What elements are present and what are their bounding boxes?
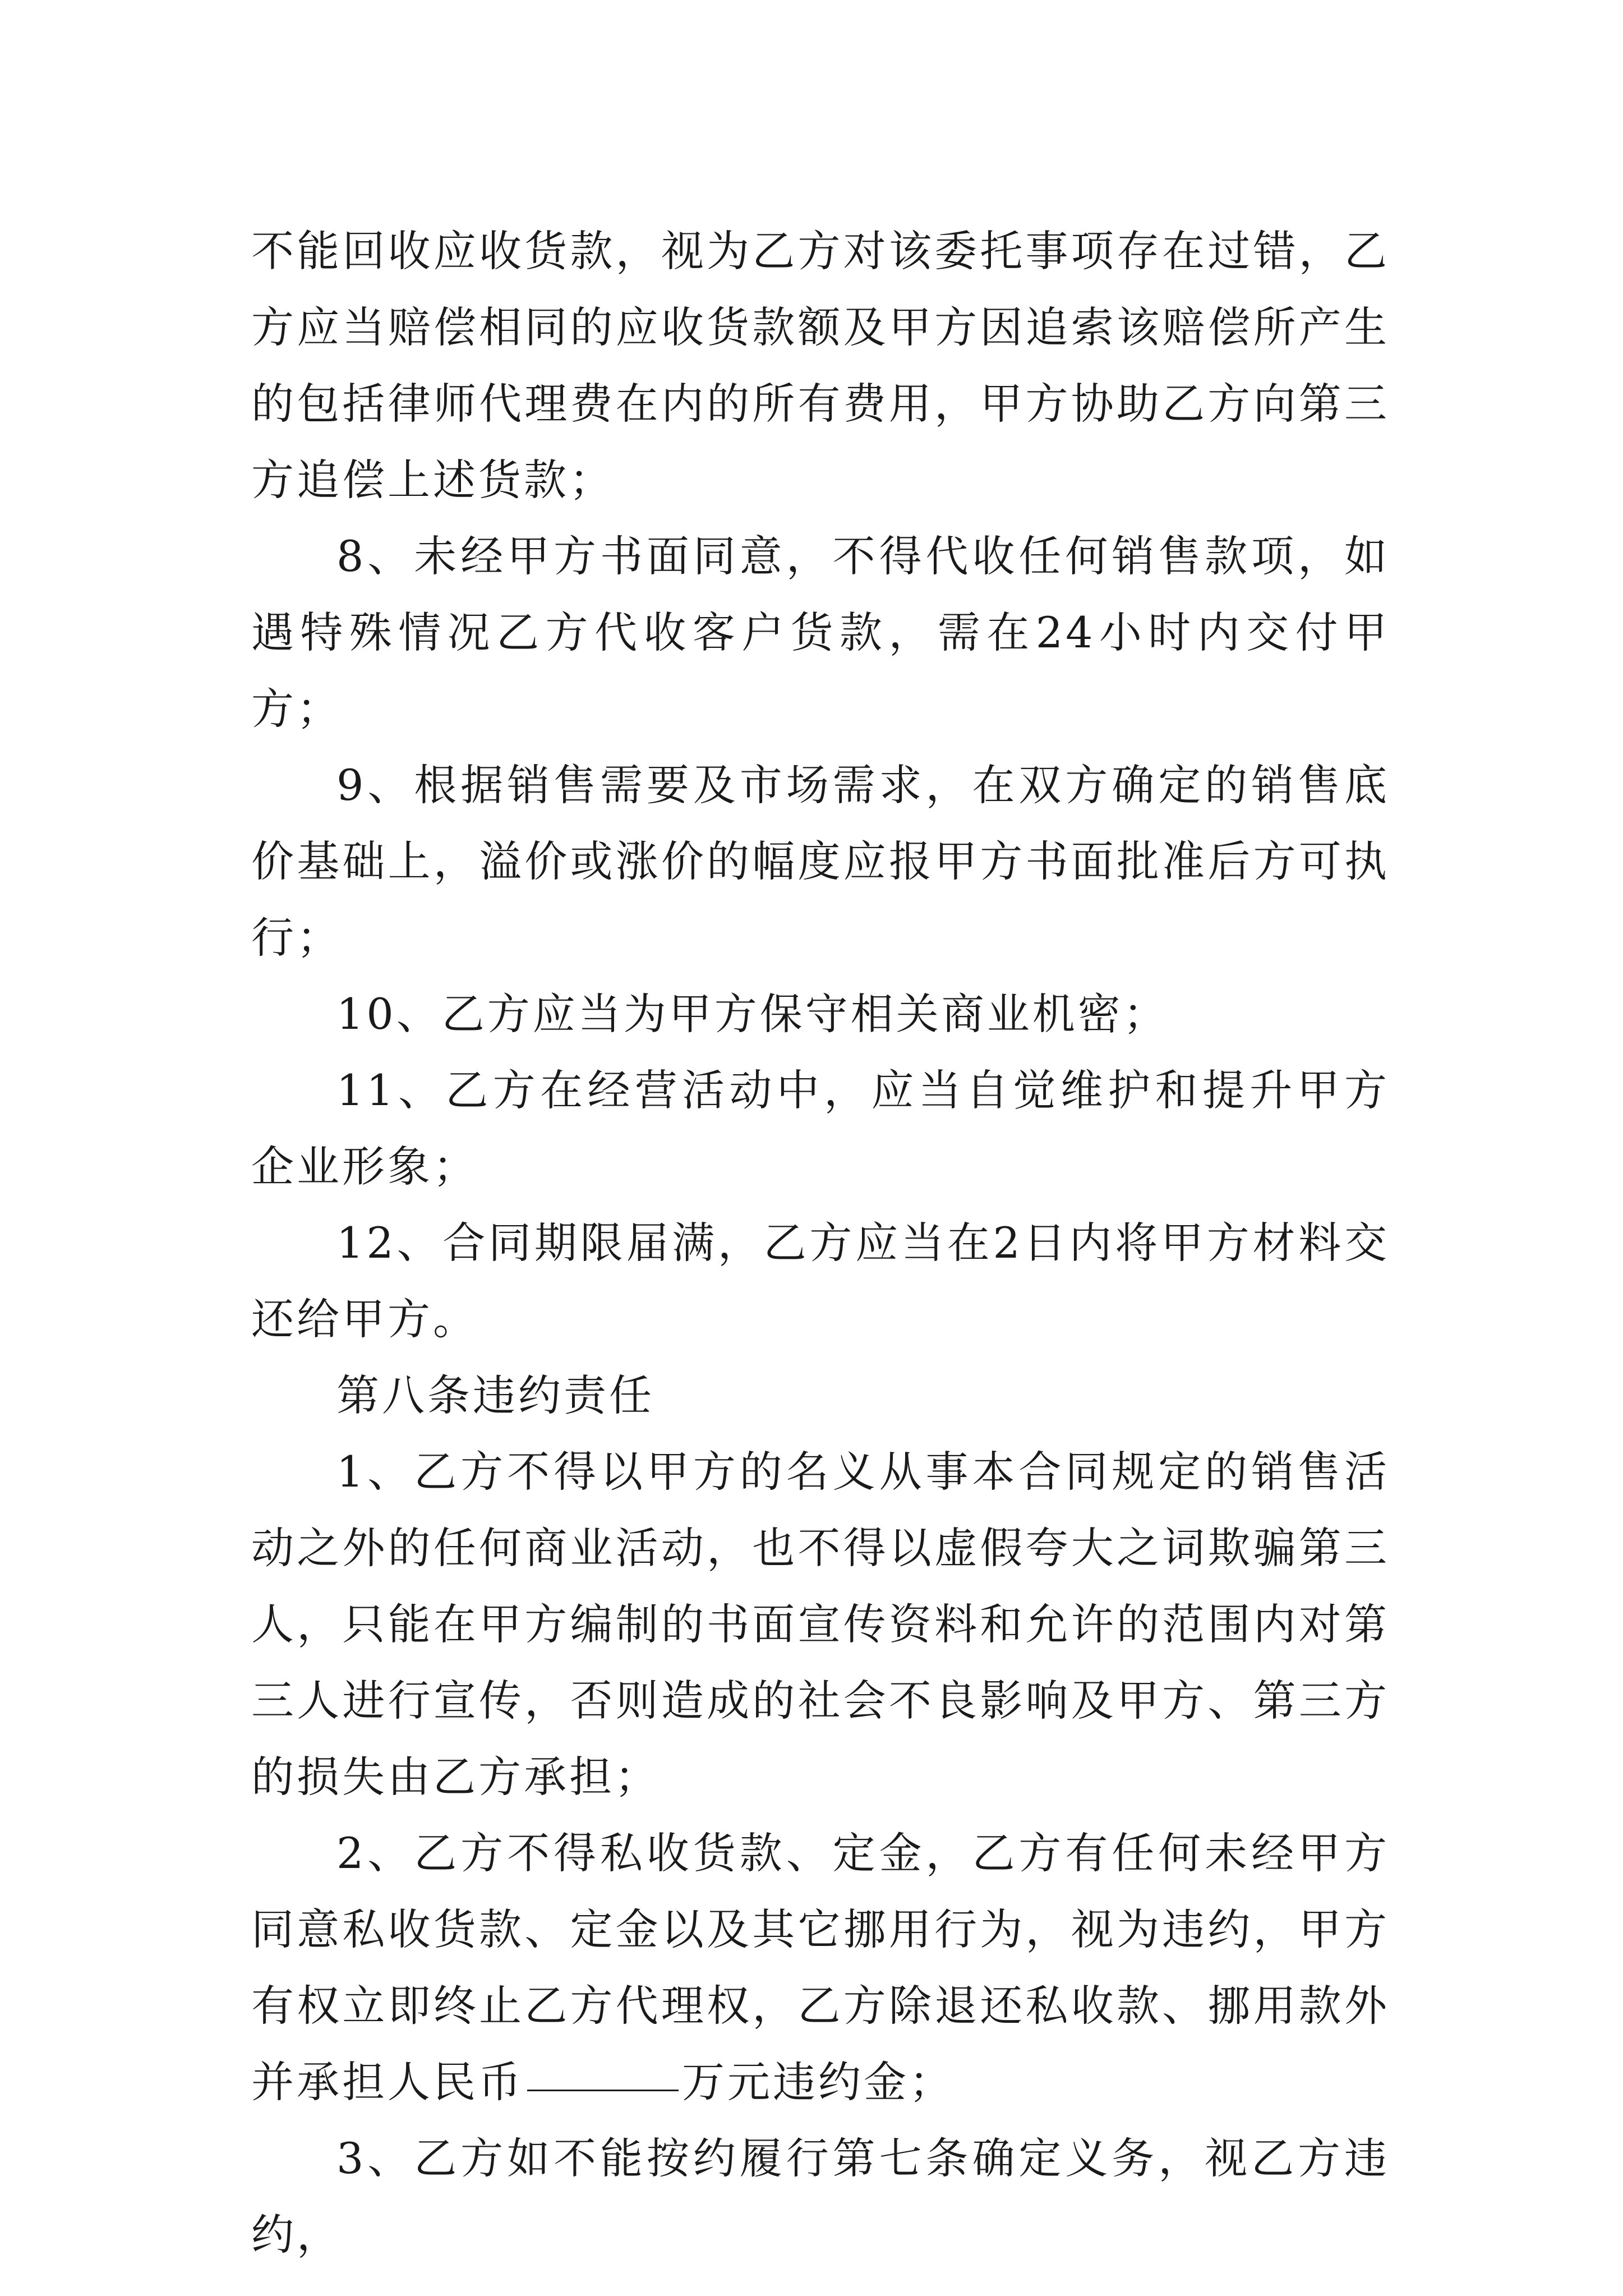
clause-11: 11、乙方在经营活动中，应当自觉维护和提升甲方企业形象； xyxy=(251,1065,1390,1191)
document-body xyxy=(251,213,1390,2273)
breach-clause-2-text: 2、乙方不得私收货款、定金，乙方有任何未经甲方同意私收货款、定金以及其它挪用行为，视为违约，甲方有权立即终止乙方代理权，乙方除退还私收款、挪用款外并承担人民币 xyxy=(251,1828,1390,2107)
clause-9: 9、根据销售需要及市场需求，在双方确定的销售底价基础上，溢价或涨价的幅度应报甲方书面批准后方可执行； xyxy=(251,760,1390,963)
clause-8: 8、未经甲方书面同意，不得代收任何销售款项，如遇特殊情况乙方代收客户货款，需在24小时内交付甲方； xyxy=(251,531,1390,734)
breach-clause-2 xyxy=(251,1815,1390,2120)
clause-12: 12、合同期限届满，乙方应当在2日内将甲方材料交还给甲方。 xyxy=(251,1218,1390,1344)
breach-clause-2-suffix: 万元违约金； xyxy=(682,2057,955,2107)
clause-10: 10、乙方应当为甲方保守相关商业机密； xyxy=(336,989,1169,1039)
article-8-heading: 第八条违约责任 xyxy=(336,1370,654,1420)
amount-blank-line xyxy=(527,2039,679,2091)
breach-clause-3: 3、乙方如不能按约履行第七条确定义务，视乙方违约， xyxy=(251,2133,1390,2260)
breach-clause-1: 1、乙方不得以甲方的名义从事本合同规定的销售活动之外的任何商业活动，也不得以虚假夸大之词欺骗第三人，只能在甲方编制的书面宣传资料和允许的范围内对第三人进行宣传，否则造成的社会不良影响及甲方、第三方的损失由乙方承担； xyxy=(251,1447,1390,1802)
paragraph-continuation: 不能回收应收货款，视为乙方对该委托事项存在过错，乙方应当赔偿相同的应收货款额及甲方因追索该赔偿所产生的包括律师代理费在内的所有费用，甲方协助乙方向第三方追偿上述货款； xyxy=(251,226,1390,505)
